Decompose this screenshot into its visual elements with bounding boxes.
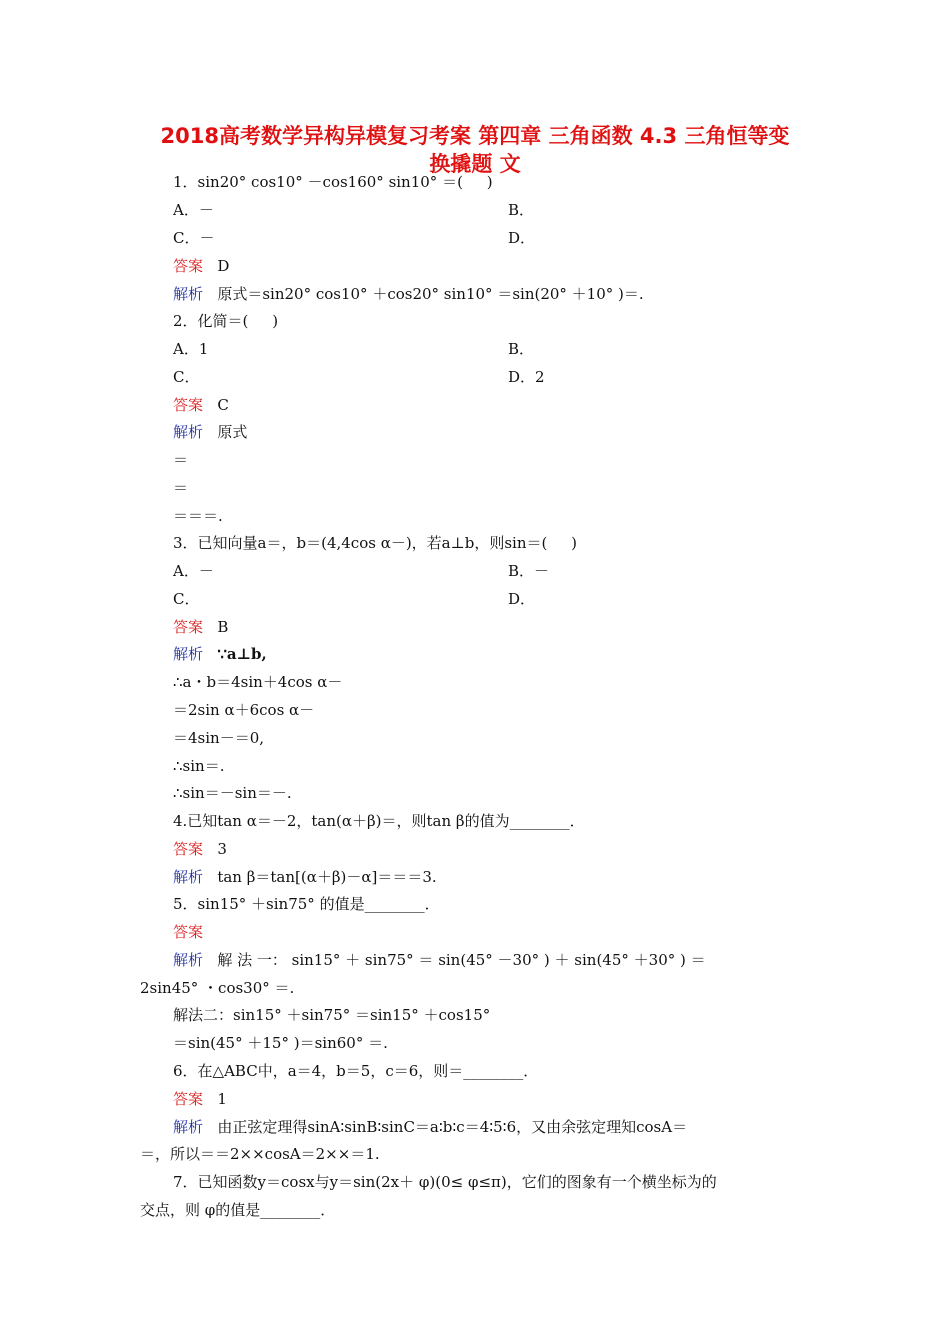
- analysis-tag: 解析: [173, 951, 204, 969]
- q2-option-d: D．2: [508, 368, 545, 386]
- q3-step: ∴sin＝－sin＝－.: [173, 784, 292, 802]
- q3-analysis-text: ∵a⊥b,: [217, 645, 267, 663]
- q5-analysis: [173, 950, 706, 970]
- analysis-tag: 解析: [173, 285, 204, 303]
- q6-analysis: [173, 1117, 687, 1137]
- q4-analysis: [173, 867, 437, 887]
- q6-answer: [173, 1089, 227, 1109]
- q3-option-a: A．－: [173, 562, 214, 580]
- answer-tag: 答案: [173, 1090, 204, 1108]
- q2-analysis: [173, 422, 247, 442]
- analysis-tag: 解析: [173, 868, 204, 886]
- document-title: [130, 122, 820, 178]
- q3-step: ＝2sin α＋6cos α－: [173, 701, 315, 719]
- q4-answer: [173, 839, 227, 859]
- analysis-tag: 解析: [173, 645, 204, 663]
- analysis-tag: 解析: [173, 423, 204, 441]
- q2-option-a: A．1: [173, 340, 209, 358]
- q3-step: ∴sin＝.: [173, 757, 225, 775]
- q2-step: ＝: [173, 451, 189, 469]
- q5-answer: [173, 922, 217, 942]
- answer-tag: 答案: [173, 923, 204, 941]
- q1-answer: [173, 256, 229, 276]
- q3-answer: [173, 617, 228, 637]
- q5-method2: 解法二：sin15° ＋sin75° ＝sin15° ＋cos15°: [173, 1006, 491, 1024]
- q7-stem: 7．已知函数y＝cosx与y＝sin(2x＋ φ)(0≤ φ≤π)，它们的图象有一个横坐标为的: [173, 1173, 717, 1191]
- q3-option-b: B．－: [508, 562, 550, 580]
- q2-answer: [173, 395, 229, 415]
- q4-analysis-text: tan β＝tan[(α＋β)－α]＝＝＝3.: [217, 868, 437, 886]
- answer-tag: 答案: [173, 840, 204, 858]
- q1-answer-value: D: [217, 257, 230, 275]
- answer-tag: 答案: [173, 396, 204, 414]
- q2-option-c: C．: [173, 368, 200, 386]
- q6-answer-value: 1: [217, 1090, 227, 1108]
- q1-analysis: [173, 284, 644, 304]
- title-line-1: 2018高考数学异构异模复习考案 第四章 三角函数 4.3 三角恒等变: [160, 124, 790, 148]
- answer-tag: 答案: [173, 257, 204, 275]
- q4-answer-value: 3: [217, 840, 227, 858]
- q3-analysis: [173, 644, 267, 664]
- q3-option-c: C．: [173, 590, 200, 608]
- q3-answer-value: B: [217, 618, 229, 636]
- q1-stem: 1．sin20° cos10° －cos160° sin10° ＝( ): [173, 173, 493, 191]
- q6-analysis-text: 由正弦定理得sinA∶sinB∶sinC＝a∶b∶c＝4∶5∶6，又由余弦定理知cosA＝: [217, 1118, 688, 1136]
- q5-stem: 5．sin15° ＋sin75° 的值是________．: [173, 895, 440, 913]
- q3-option-d: D．: [508, 590, 536, 608]
- answer-tag: 答案: [173, 618, 204, 636]
- q2-analysis-text: 原式: [217, 423, 248, 441]
- q5-analysis-cont: 2sin45° ・cos30° ＝.: [140, 979, 295, 997]
- q7-stem-cont: 交点，则 φ的值是________．: [140, 1201, 336, 1219]
- q1-analysis-text: 原式＝sin20° cos10° ＋cos20° sin10° ＝sin(20° ＋10° )＝.: [217, 285, 644, 303]
- q2-step: ＝: [173, 479, 189, 497]
- q1-option-c: C．－: [173, 229, 215, 247]
- q2-answer-value: C: [217, 396, 229, 414]
- q4-stem: 4.已知tan α＝－2，tan(α＋β)＝，则tan β的值为________．: [173, 812, 585, 830]
- q5-analysis-text: 解 法 一： sin15° ＋ sin75° ＝ sin(45° －30° ) ＋ sin(45° ＋30° ) ＝: [217, 951, 706, 969]
- q2-option-b: B．: [508, 340, 535, 358]
- q6-analysis-cont: ＝，所以＝＝2××cosA＝2××＝1.: [140, 1145, 380, 1163]
- q3-step: ＝4sin－＝0,: [173, 729, 265, 747]
- q2-stem: 2．化简＝( ): [173, 312, 279, 330]
- title-line-2: 换撬题 文: [429, 152, 521, 176]
- analysis-tag: 解析: [173, 1118, 204, 1136]
- q1-option-d: D．: [508, 229, 536, 247]
- q1-option-b: B．: [508, 201, 535, 219]
- q3-stem: 3．已知向量a＝，b＝(4,4cos α－)，若a⊥b，则sin＝( ): [173, 534, 578, 552]
- q2-step: ＝＝＝.: [173, 507, 223, 525]
- q5-method2-cont: ＝sin(45° ＋15° )＝sin60° ＝.: [173, 1034, 388, 1052]
- q1-option-a: A．－: [173, 201, 214, 219]
- q3-step: ∴a・b＝4sin＋4cos α－: [173, 673, 343, 691]
- q6-stem: 6．在△ABC中，a＝4，b＝5，c＝6，则＝________．: [173, 1062, 539, 1080]
